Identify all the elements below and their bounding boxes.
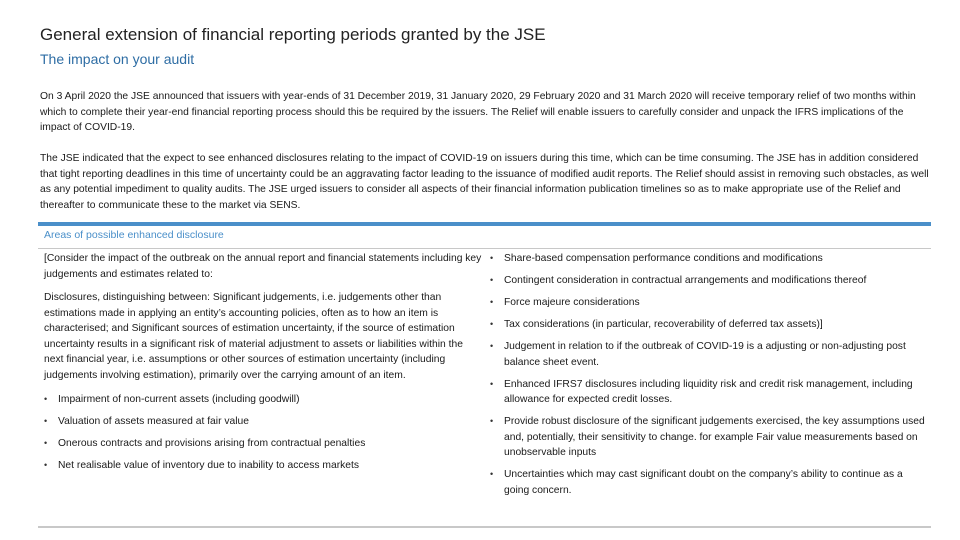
list-item	[490, 377, 930, 408]
page-title: General extension of financial reporting periods granted by the JSE	[40, 25, 546, 44]
list-item-text: Judgement in relation to if the outbreak of COVID-19 is a adjusting or non-adjusting post balance sheet event.	[504, 341, 906, 368]
right-column	[490, 251, 930, 505]
table-heading-divider	[38, 248, 931, 249]
list-item	[44, 436, 482, 452]
list-item	[490, 414, 930, 461]
list-item	[490, 295, 930, 311]
list-item	[44, 414, 482, 430]
bullet-icon: •	[490, 319, 494, 329]
left-bullet-list	[44, 392, 482, 474]
bullet-icon: •	[490, 297, 494, 307]
bullet-icon: •	[490, 469, 494, 479]
table-heading: Areas of possible enhanced disclosure	[44, 229, 224, 241]
bullet-icon: •	[44, 438, 48, 448]
bullet-icon: •	[490, 253, 494, 263]
list-item-text: Tax considerations (in particular, recoverability of deferred tax assets)]	[504, 319, 823, 330]
disclosures-text: Disclosures, distinguishing between: Significant judgements, i.e. judgements other than estimations made in applying an entity’s accounting policies, often as to how an item is characterised; and Significant sources of estimation uncertainty, if the source of estimation uncertainty results in a significant risk of material adjustment to assets or liabilities within the next financial year, i.e. assumptions or other sources of estimation uncertainty (including judgements involving estimation), primarily over the carrying amount of an item.	[44, 292, 463, 381]
list-item	[490, 317, 930, 333]
bullet-icon: •	[490, 416, 494, 426]
list-item-text: Net realisable value of inventory due to inability to access markets	[58, 460, 360, 471]
list-item-text: Provide robust disclosure of the significant judgements exercised, the key assumptions used and, potentially, their sensitivity to change. for example Fair value measurements based on unobservable inputs	[504, 416, 925, 458]
consider-impact-text: [Consider the impact of the outbreak on the annual report and financial statements including key judgements and estimates related to:	[44, 253, 482, 280]
intro-paragraph: On 3 April 2020 the JSE announced that issuers with year-ends of 31 December 2019, 31 January 2020, 29 February 2020 and 31 March 2020 will receive temporary relief of two months within which to complete their year-end financial reporting process should this be required by the issuers. The Relief will enable issuers to carefully consider and unpack the IFRS implications of the impact of COVID-19.	[40, 91, 916, 133]
list-item	[44, 458, 482, 474]
list-item-text: Valuation of assets measured at fair value	[58, 416, 249, 427]
bullet-icon: •	[44, 416, 48, 426]
list-item-text: Share-based compensation performance conditions and modifications	[504, 253, 823, 264]
list-item	[490, 273, 930, 289]
bullet-icon: •	[490, 275, 494, 285]
table-bottom-rule	[38, 526, 931, 528]
list-item	[490, 467, 930, 498]
list-item-text: Contingent consideration in contractual arrangements and modifications thereof	[504, 275, 867, 286]
list-item	[490, 251, 930, 267]
bullet-icon: •	[44, 394, 48, 404]
list-item-text: Impairment of non-current assets (including goodwill)	[58, 394, 300, 405]
page-subtitle: The impact on your audit	[40, 51, 195, 67]
list-item-text: Onerous contracts and provisions arising from contractual penalties	[58, 438, 366, 449]
list-item-text: Force majeure considerations	[504, 297, 640, 308]
list-item	[44, 392, 482, 408]
list-item	[490, 339, 930, 370]
bullet-icon: •	[44, 460, 48, 470]
bullet-icon: •	[490, 378, 494, 389]
left-column	[44, 251, 482, 480]
list-item-text: Uncertainties which may cast significant doubt on the company’s ability to continue as a going concern.	[504, 469, 903, 496]
right-bullet-list	[490, 251, 930, 498]
table-top-rule	[38, 222, 931, 226]
jse-paragraph: The JSE indicated that the expect to see enhanced disclosures relating to the impact of COVID-19 on issuers during this time, which can be time consuming. The JSE has in addition considered that tight reporting deadlines in this time of uncertainty could be an aggravating factor leading to the issuance of modified audit reports. The Relief should assist in removing such obstacles, as well as any potential impediment to quality audits. The JSE urged issuers to consider all aspects of their financial information publication timelines so as to make appropriate use of the Relief and thereafter to communicate these to the market via SENS.	[40, 153, 929, 211]
bullet-icon: •	[490, 341, 494, 351]
list-item-text: Enhanced IFRS7 disclosures including liquidity risk and credit risk management, including allowance for expected credit losses.	[504, 378, 913, 405]
